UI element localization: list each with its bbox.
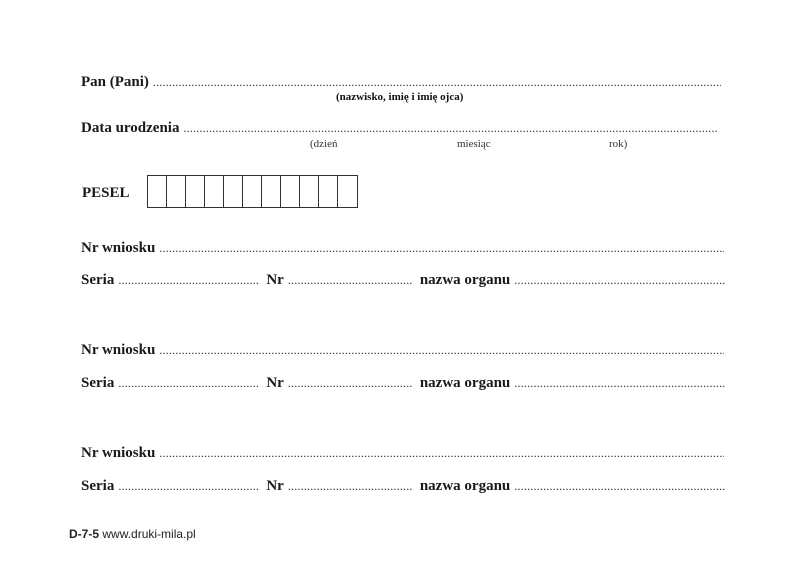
form-code: D-7-5 [69,527,100,541]
authority-field[interactable] [514,376,726,391]
pesel-digit-box[interactable] [205,176,224,207]
application-number-field[interactable] [159,343,724,358]
birth-date-row [81,120,718,137]
application-number-row-3 [81,445,724,462]
number-field[interactable] [288,376,412,391]
authority-label: nazwa organu [419,478,511,494]
website-link[interactable]: www.druki-mila.pl [102,527,196,541]
number-field[interactable] [288,479,412,494]
series-field[interactable] [118,273,260,288]
application-number-label: Nr wniosku [81,445,156,461]
birth-date-hint-month: miesiąc [457,138,491,150]
series-field[interactable] [118,376,260,391]
application-number-row-2 [81,342,724,359]
series-label: Seria [81,272,115,288]
number-label: Nr [266,272,284,288]
authority-label: nazwa organu [419,272,511,288]
pesel-digit-box[interactable] [243,176,262,207]
authority-field[interactable] [514,273,726,288]
birth-date-label: Data urodzenia [81,120,180,136]
footer [69,527,196,541]
series-field[interactable] [118,479,260,494]
application-number-row-1 [81,240,724,257]
name-field[interactable] [153,75,721,90]
number-label: Nr [266,375,284,391]
series-label: Seria [81,375,115,391]
document-row-1 [81,272,726,289]
pesel-digit-box[interactable] [338,176,357,207]
application-number-label: Nr wniosku [81,240,156,256]
pesel-digit-box[interactable] [186,176,205,207]
pesel-label: PESEL [82,185,130,201]
birth-date-field[interactable] [183,121,718,136]
application-number-label: Nr wniosku [81,342,156,358]
document-row-2 [81,375,726,392]
name-hint: (nazwisko, imię i imię ojca) [336,91,464,103]
series-label: Seria [81,478,115,494]
number-field[interactable] [288,273,412,288]
application-number-field[interactable] [159,241,724,256]
authority-field[interactable] [514,479,726,494]
birth-date-hint-day: (dzień [310,138,338,150]
application-number-field[interactable] [159,446,724,461]
pesel-input[interactable] [147,175,358,208]
pesel-digit-box[interactable] [319,176,338,207]
name-label: Pan (Pani) [81,74,149,90]
name-row [81,74,721,91]
number-label: Nr [266,478,284,494]
pesel-digit-box[interactable] [281,176,300,207]
pesel-digit-box[interactable] [262,176,281,207]
pesel-digit-box[interactable] [148,176,167,207]
authority-label: nazwa organu [419,375,511,391]
birth-date-hint-year: rok) [609,138,628,150]
pesel-digit-box[interactable] [224,176,243,207]
document-row-3 [81,478,726,495]
pesel-digit-box[interactable] [167,176,186,207]
pesel-digit-box[interactable] [300,176,319,207]
